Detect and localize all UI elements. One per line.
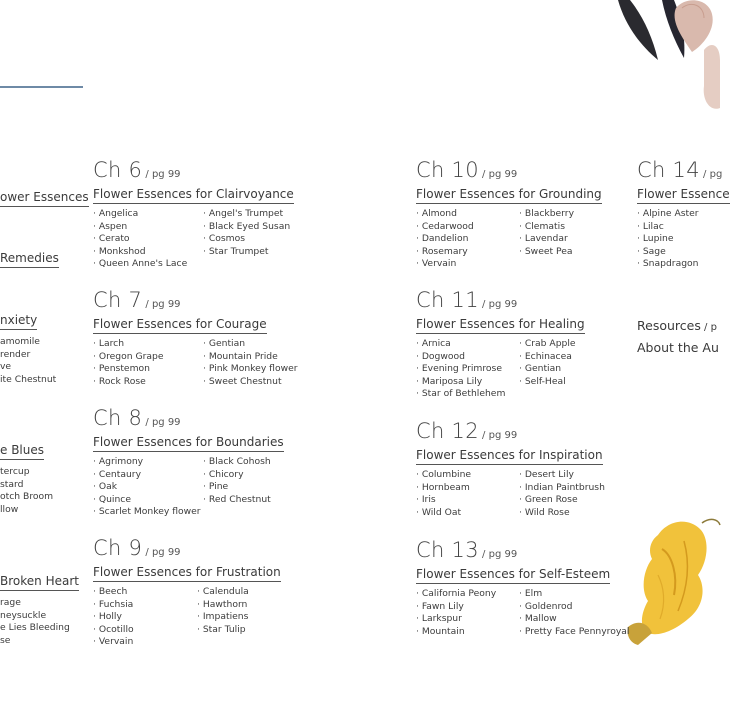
- left-list-item: tercup: [0, 466, 30, 477]
- left-section-title: nxiety: [0, 313, 37, 330]
- chapter-title: Flower Essence: [637, 187, 730, 204]
- essence-item: · Vervain: [93, 636, 134, 649]
- essence-item: · Pine: [203, 481, 271, 494]
- essence-item: · Fawn Lily: [416, 601, 496, 614]
- chapter-page: / pg 99: [142, 417, 181, 428]
- essence-item: · Dogwood: [416, 351, 505, 364]
- essence-item: · Sage: [637, 246, 699, 259]
- left-section-4: [0, 439, 92, 516]
- essence-item: · Oak: [93, 481, 201, 494]
- resources-entry: [637, 316, 720, 338]
- left-list-item: amomile: [0, 336, 40, 347]
- essence-item: · Black Eyed Susan: [203, 221, 290, 234]
- essence-item: · Snapdragon: [637, 258, 699, 271]
- chapter-11: [416, 288, 585, 400]
- essence-item: · Rock Rose: [93, 376, 164, 389]
- essence-item: · Star of Bethlehem: [416, 388, 505, 401]
- chapter-page: / pg 99: [478, 169, 518, 180]
- chapter-number: Ch 10: [416, 158, 479, 182]
- essence-item: · Vervain: [416, 258, 474, 271]
- essence-item: · Lupine: [637, 233, 699, 246]
- essence-item: · Almond: [416, 208, 474, 221]
- essence-item: · California Peony: [416, 588, 496, 601]
- essence-item: · Cerato: [93, 233, 187, 246]
- essence-item: · Angelica: [93, 208, 187, 221]
- header-rule: [0, 86, 83, 88]
- chapter-page: / pg: [699, 169, 723, 180]
- essence-item: · Rosemary: [416, 246, 474, 259]
- left-list-item: stard: [0, 478, 24, 490]
- left-list-item: e Lies Bleeding: [0, 622, 70, 634]
- left-section-title: Remedies: [0, 251, 59, 268]
- resources-page: / p: [700, 322, 717, 333]
- essence-item: · Blackberry: [519, 208, 574, 221]
- left-section-title: ower Essences: [0, 190, 89, 207]
- essence-item: · Star Trumpet: [203, 246, 290, 259]
- essence-item: · Pretty Face Pennyroyal: [519, 626, 629, 639]
- left-list-item: render: [0, 348, 31, 360]
- essence-item: · Mallow: [519, 613, 629, 626]
- essence-item: · Red Chestnut: [203, 494, 271, 507]
- left-section-5: [0, 570, 92, 647]
- essence-item: · Goldenrod: [519, 601, 629, 614]
- essence-item: · Sweet Chestnut: [203, 376, 298, 389]
- chapter-6: [93, 158, 294, 270]
- essence-item: · Evening Primrose: [416, 363, 505, 376]
- essence-item: · Crab Apple: [519, 338, 576, 351]
- essence-item: · Oregon Grape: [93, 351, 164, 364]
- chapter-title: Flower Essences for Grounding: [416, 187, 602, 204]
- essence-item: · Larch: [93, 338, 164, 351]
- essence-item: · Sweet Pea: [519, 246, 574, 259]
- chapter-title: Flower Essences for Boundaries: [93, 435, 284, 452]
- essence-item: · Gentian: [203, 338, 298, 351]
- left-list-item: otch Broom: [0, 491, 54, 503]
- chapter-page: / pg 99: [142, 547, 181, 558]
- chapter-title: Flower Essences for Self-Esteem: [416, 567, 610, 584]
- chapter-page: / pg 99: [478, 430, 518, 441]
- chapter-title: Flower Essences for Inspiration: [416, 448, 603, 465]
- left-list-item: ve: [0, 361, 12, 373]
- essence-item: · Centaury: [93, 469, 201, 482]
- chapter-title: Flower Essences for Clairvoyance: [93, 187, 294, 204]
- leaves-illustration: [600, 0, 720, 120]
- essence-item: · Dandelion: [416, 233, 474, 246]
- left-section-3: [0, 309, 92, 386]
- chapter-page: / pg 99: [478, 299, 518, 310]
- essence-item: · Impatiens: [197, 611, 249, 624]
- essence-item: · Wild Oat: [416, 507, 471, 520]
- essence-item: · Ocotillo: [93, 624, 134, 637]
- chapter-14: [637, 158, 730, 300]
- chapter-title: Flower Essences for Courage: [93, 317, 267, 334]
- chapter-title: Flower Essences for Frustration: [93, 565, 281, 582]
- left-list-item: ite Chestnut: [0, 373, 57, 385]
- essence-item: · Lavendar: [519, 233, 574, 246]
- chapter-7: [93, 288, 298, 387]
- essence-item: · Calendula: [197, 586, 249, 599]
- essence-item: · Desert Lily: [519, 469, 605, 482]
- essence-item: · Self-Heal: [519, 376, 576, 389]
- chapter-page: / pg 99: [142, 299, 181, 310]
- chapter-number: Ch 11: [416, 288, 479, 312]
- chapter-12: [416, 419, 605, 518]
- essence-item: · Mountain Pride: [203, 351, 298, 364]
- essence-item: · Holly: [93, 611, 134, 624]
- chapter-number: Ch 8: [93, 406, 143, 430]
- essence-item: · Black Cohosh: [203, 456, 271, 469]
- chapter-number: Ch 13: [416, 538, 479, 562]
- essence-item: · Monkshod: [93, 246, 187, 259]
- essence-item: · Mariposa Lily: [416, 376, 505, 389]
- essence-item: · Clematis: [519, 221, 574, 234]
- chapter-10: [416, 158, 602, 270]
- essence-item: · Beech: [93, 586, 134, 599]
- left-list-item: llow: [0, 503, 19, 515]
- essence-item: · Gentian: [519, 363, 576, 376]
- resources-label: Resources: [637, 318, 701, 333]
- essence-item: · Indian Paintbrush: [519, 482, 605, 495]
- chapter-number: Ch 9: [93, 536, 143, 560]
- essence-item: · Hawthorn: [197, 599, 249, 612]
- essence-item: · Pink Monkey flower: [203, 363, 298, 376]
- essence-item: · Alpine Aster: [637, 208, 699, 221]
- essence-item: · Fuchsia: [93, 599, 134, 612]
- essence-item: · Larkspur: [416, 613, 496, 626]
- essence-item: · Star Tulip: [197, 624, 249, 637]
- essence-item: · Cedarwood: [416, 221, 474, 234]
- left-list-item: rage: [0, 597, 21, 608]
- chapter-page: / pg 99: [142, 169, 181, 180]
- yellow-flower-illustration: [618, 515, 720, 650]
- essence-item: · Cosmos: [203, 233, 290, 246]
- essence-item: · Echinacea: [519, 351, 576, 364]
- essence-item: · Wild Rose: [519, 507, 605, 520]
- essence-item: · Iris: [416, 494, 471, 507]
- left-section-title: Broken Heart: [0, 574, 79, 591]
- back-matter: [637, 316, 720, 358]
- essence-item: · Queen Anne's Lace: [93, 258, 187, 271]
- essence-item: · Scarlet Monkey flower: [93, 506, 201, 519]
- chapter-9: [93, 536, 281, 648]
- chapter-number: Ch 7: [93, 288, 143, 312]
- about-author-entry: About the Au: [637, 340, 719, 355]
- chapter-title: Flower Essences for Healing: [416, 317, 585, 334]
- left-section-2: [0, 247, 92, 268]
- essence-item: · Elm: [519, 588, 629, 601]
- left-section-1: [0, 186, 92, 207]
- chapter-number: Ch 12: [416, 419, 479, 443]
- essence-item: · Agrimony: [93, 456, 201, 469]
- left-list-item: se: [0, 634, 11, 646]
- chapter-13: [416, 538, 630, 637]
- essence-item: · Columbine: [416, 469, 471, 482]
- essence-item: · Angel's Trumpet: [203, 208, 290, 221]
- chapter-number: Ch 6: [93, 158, 143, 182]
- chapter-page: / pg 99: [478, 549, 518, 560]
- left-section-title: e Blues: [0, 443, 44, 460]
- left-list-item: neysuckle: [0, 609, 47, 621]
- chapter-8: [93, 406, 284, 518]
- essence-item: · Hornbeam: [416, 482, 471, 495]
- essence-item: · Green Rose: [519, 494, 605, 507]
- essence-item: · Lilac: [637, 221, 699, 234]
- essence-item: · Aspen: [93, 221, 187, 234]
- essence-item: · Chicory: [203, 469, 271, 482]
- essence-item: · Penstemon: [93, 363, 164, 376]
- essence-item: · Quince: [93, 494, 201, 507]
- chapter-number: Ch 14: [637, 158, 700, 182]
- essence-item: · Arnica: [416, 338, 505, 351]
- essence-item: · Mountain: [416, 626, 496, 639]
